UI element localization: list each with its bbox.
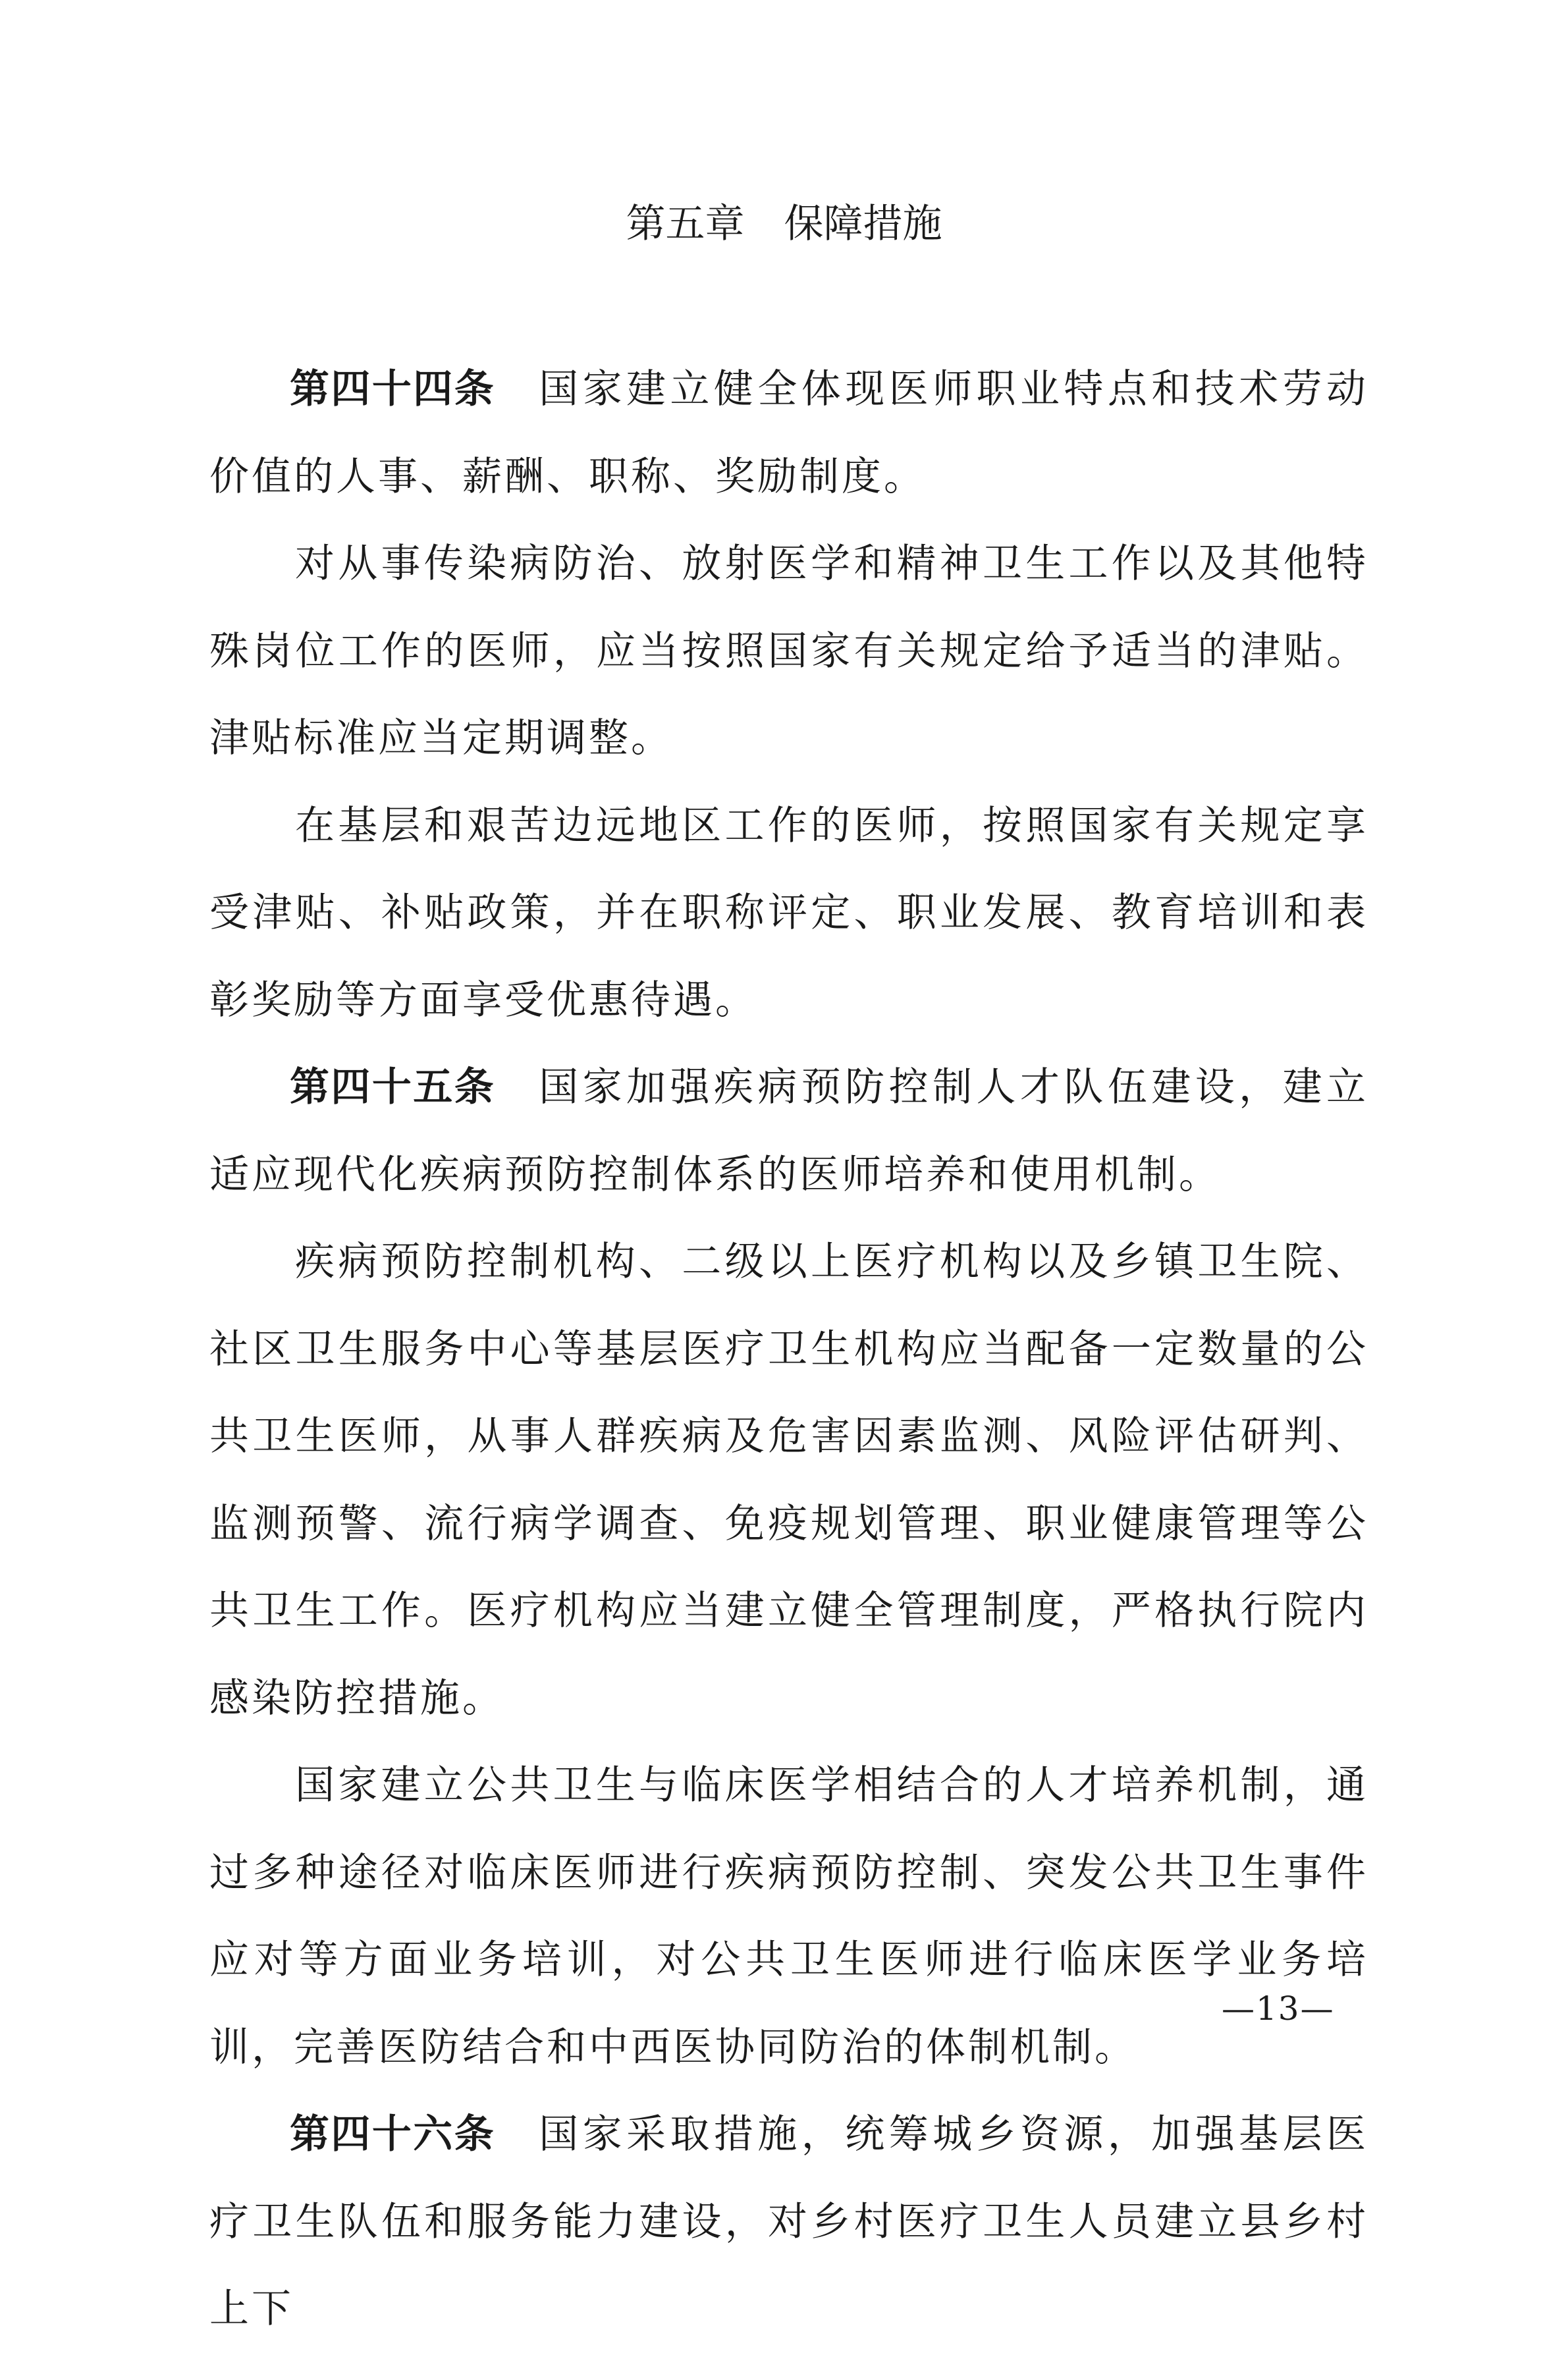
article-44-paragraph-2: 对从事传染病防治、放射医学和精神卫生工作以及其他特殊岗位工作的医师，应当按照国家有关规定给予适当的津贴。津贴标准应当定期调整。 bbox=[209, 541, 1368, 761]
page-number: —13— bbox=[1222, 1989, 1335, 2028]
document-body bbox=[209, 346, 1368, 2353]
chapter-name: 保障措施 bbox=[784, 201, 942, 247]
chapter-number: 第五章 bbox=[626, 201, 745, 247]
article-text: 国家加强疾病预防控制人才队伍建设，建立适应现代化疾病预防控制体系的医师培养和使用机制。 bbox=[209, 1064, 1369, 1198]
article-45-paragraph-3: 国家建立公共卫生与临床医学相结合的人才培养机制，通过多种途径对临床医师进行疾病预防控制、突发公共卫生事件应对等方面业务培训，对公共卫生医师进行临床医学业务培训，完善医防结合和中西医协同防治的体制机制。 bbox=[209, 1762, 1368, 2070]
article-text: 国家采取措施，统筹城乡资源，加强基层医疗卫生队伍和服务能力建设，对乡村医疗卫生人员建立县乡村上下 bbox=[209, 2111, 1369, 2332]
article-label: 第四十六条 bbox=[290, 2111, 496, 2157]
chapter-title bbox=[0, 194, 1568, 254]
article-46-paragraph-1 bbox=[209, 2091, 1368, 2353]
article-label: 第四十四条 bbox=[290, 366, 496, 412]
article-label: 第四十五条 bbox=[290, 1064, 496, 1110]
article-45-paragraph-1 bbox=[209, 1044, 1368, 1218]
article-44-paragraph-3: 在基层和艰苦边远地区工作的医师，按照国家有关规定享受津贴、补贴政策，并在职称评定、职业发展、教育培训和表彰奖励等方面享受优惠待遇。 bbox=[209, 802, 1368, 1023]
article-45-paragraph-2: 疾病预防控制机构、二级以上医疗机构以及乡镇卫生院、社区卫生服务中心等基层医疗卫生机构应当配备一定数量的公共卫生医师，从事人群疾病及危害因素监测、风险评估研判、监测预警、流行病学调查、免疫规划管理、职业健康管理等公共卫生工作。医疗机构应当建立健全管理制度，严格执行院内感染防控措施。 bbox=[209, 1239, 1368, 1721]
article-text: 国家建立健全体现医师职业特点和技术劳动价值的人事、薪酬、职称、奖励制度。 bbox=[209, 366, 1369, 500]
article-44-paragraph-1 bbox=[209, 346, 1368, 520]
